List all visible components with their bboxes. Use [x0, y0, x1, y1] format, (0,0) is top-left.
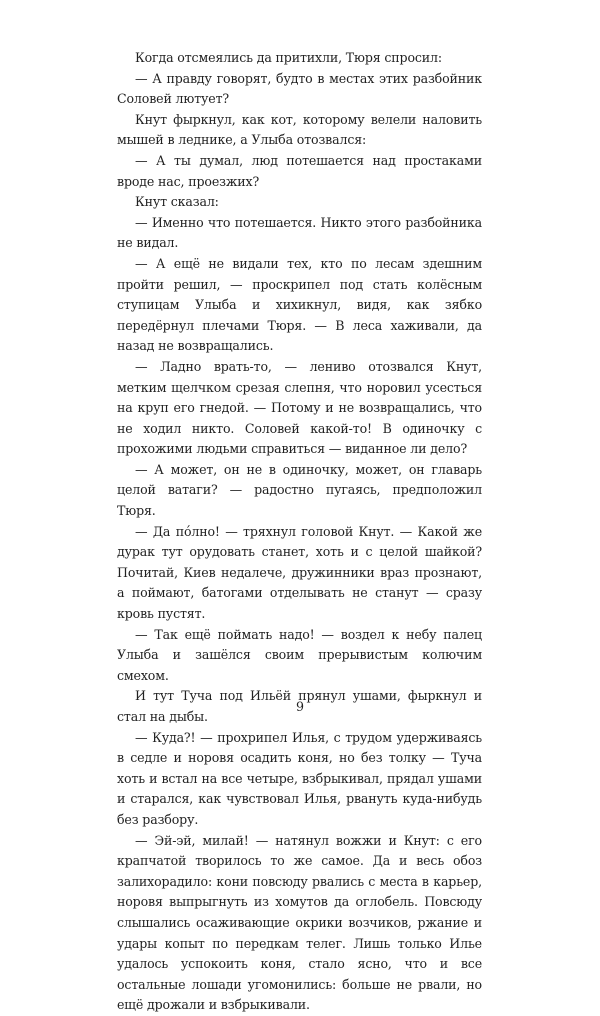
paragraph: И тут Туча под Ильёй прянул ушами, фыркнул и стал на дыбы.: [117, 688, 482, 724]
paragraph: — А ты думал, люд потешается над простаками вроде нас, проезжих?: [117, 152, 482, 189]
paragraph: — А правду говорят, будто в местах этих разбойник Соловей лютует?: [117, 70, 482, 107]
paragraph: — А ещё не видали тех, кто по лесам здешним пройти решил, — проскрипел под стать колёсным ступицам Улыба и хихикнул, видя, как зябко передёрнул плечами Тюря. — В леса хаживали, да назад не возвращались.: [117, 255, 482, 354]
paragraph: — Именно что потешается. Никто этого разбойника не видал.: [117, 214, 482, 251]
paragraph: — Эй-эй, милай! — натянул вожжи и Кнут: с его крапчатой творилось то же самое. Да и весь обоз залихорадило: кони повсюду рвались с места в карьер, норовя выпрыгнуть из хомутов да оглобель. Повсюду слышались осаживающие окрики возчиков, ржание и удары копыт по передкам телег. Лишь только Илье удалось успокоить коня, стало ясно, что и все остальные лошади угомонились: больше не рвали, но ещё дрожали и взбрыкивали.: [117, 832, 482, 1013]
paragraph: — Куда?! — прохрипел Илья, с трудом удерживаясь в седле и норовя осадить коня, но без толку — Туча хоть и встал на все четыре, взбрыкивал, прядал ушами и старался, как чувствовал Илья, рвануть куда-нибудь без разбору.: [117, 729, 482, 827]
page-number: 9: [295, 699, 304, 714]
paragraph: — А может, он не в одиночку, может, он главарь целой ватаги? — радостно пугаясь, предположил Тюря.: [117, 461, 482, 519]
paragraph: Кнут фыркнул, как кот, которому велели наловить мышей в леднике, а Улыба отозвался:: [117, 111, 482, 148]
paragraph: — Да пóлно! — тряхнул головой Кнут. — Какой же дурак тут орудовать станет, хоть и с целой шайкой? Почитай, Киев недалече, дружинники враз прознают, а поймают, батогами отделывать не станут — сразу кровь пустят.: [117, 523, 482, 622]
paragraph: — Ладно врать-то, — лениво отозвался Кнут, метким щелчком срезая слепня, что норовил усесться на круп его гнедой. — Потому и не возвращались, что не ходил никто. Соловей какой-то! В одиночку с прохожими людьми справиться — виданное ли дело?: [117, 358, 482, 457]
paragraph: Когда отсмеялись да притихли, Тюря спросил:: [135, 50, 442, 65]
body-text: [117, 48, 482, 1016]
paragraph: — Так ещё поймать надо! — воздел к небу палец Улыба и зашёлся своим прерывистым колючим смехом.: [117, 626, 482, 683]
paragraph: Кнут сказал:: [135, 194, 219, 210]
